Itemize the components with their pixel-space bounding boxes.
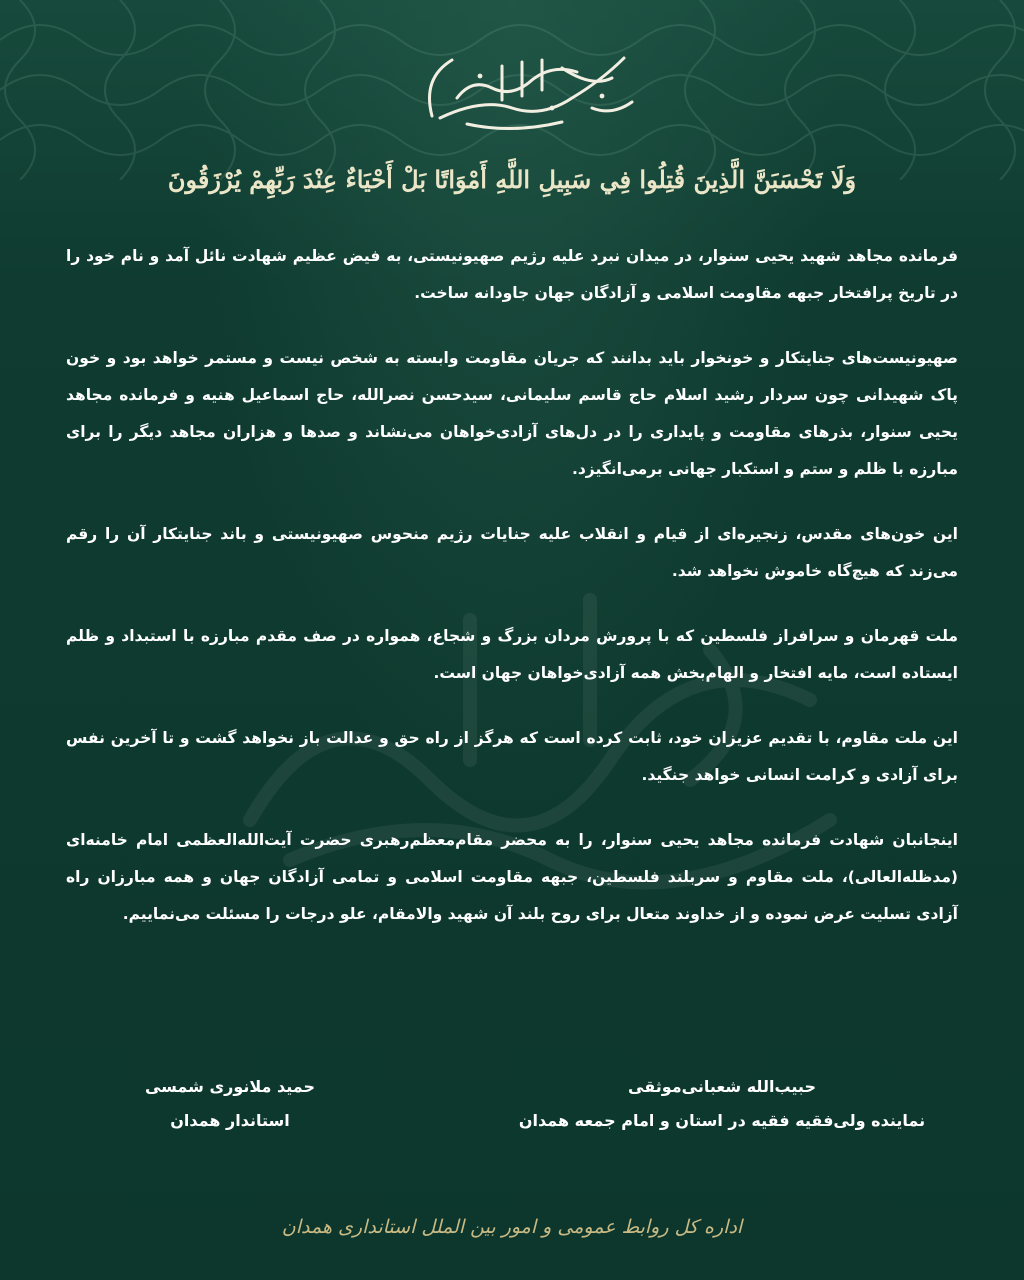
basmala-calligraphy (362, 38, 662, 138)
paragraph: این ملت مقاوم، با تقدیم عزیزان خود، ثابت کرده است که هرگز از راه حق و عدالت باز نخواهد گشت و تا آخرین نفس برای آزادی و کرامت انسانی خواهد جنگید. (66, 729, 958, 784)
signatory-name: حمید ملانوری شمسی (144, 1077, 316, 1096)
paragraph: اینجانبان شهادت فرمانده مجاهد یحیی سنوار، را به محضر مقام‌معظم‌رهبری حضرت آیت‌الله‌العظمی امام خامنه‌ای (مدظله‌العالی)، ملت مقاوم و سربلند فلسطین، جبهه مقاومت اسلامی و تمامی آزادگان جهان و همه مبارزان راه آزادی تسلیت عرض نموده و از خداوند متعال برای روح بلند آن شهید والامقام، علو درجات را مسئلت می‌نماییم. (66, 831, 958, 923)
paragraph: این خون‌های مقدس، زنجیره‌ای از قیام و انقلاب علیه جنایات رژیم منحوس صهیونیستی و باند جنایتکار آن را رقم می‌زند که هیچ‌گاه خاموش نخواهد شد. (66, 525, 958, 580)
paragraph: ملت قهرمان و سرافراز فلسطین که با پرورش مردان بزرگ و شجاع، همواره در صف مقدم مبارزه با استبداد و ظلم ایستاده است، مایه افتخار و الهام‌بخش همه آزادی‌خواهان جهان است. (66, 627, 958, 682)
signature-left (110, 1070, 350, 1138)
signatory-name: حبیب‌الله شعبانی‌موثقی (628, 1077, 816, 1096)
statement-body (66, 238, 958, 961)
signatory-title: استاندار همدان (170, 1111, 290, 1130)
signatory-title: نماینده ولی‌فقیه فقیه در استان و امام جمعه همدان (518, 1111, 926, 1130)
signature-right (512, 1070, 932, 1138)
quran-verse: وَلَا تَحْسَبَنَّ الَّذِينَ قُتِلُوا فِي سَبِيلِ اللَّهِ أَمْوَاتًا بَلْ أَحْيَاءٌ عِنْدَ رَبِّهِمْ يُرْزَقُونَ (167, 165, 857, 194)
footer-organization: اداره کل روابط عمومی و امور بین الملل استانداری همدان (281, 1216, 743, 1238)
paragraph: صهیونیست‌های جنایتکار و خونخوار باید بدانند که جریان مقاومت وابسته به شخص نیست و مستمر خواهد بود و خون پاک شهیدانی چون سردار رشید اسلام حاج قاسم سلیمانی، سیدحسن نصرالله، حاج اسماعیل هنیه و فرمانده مجاهد یحیی سنوار، بذرهای مقاومت و پایداری را در دل‌های آزادی‌خواهان می‌نشاند و صدها و هزاران مجاهد دیگر را برای مبارزه با ظلم و ستم و استکبار جهانی برمی‌انگیزد. (66, 349, 958, 478)
paragraph: فرمانده مجاهد شهید یحیی سنوار، در میدان نبرد علیه رژیم صهیونیستی، به فیض عظیم شهادت نائل آمد و نام خود را در تاریخ پرافتخار جبهه مقاومت اسلامی و آزادگان جهان جاودانه ساخت. (66, 247, 958, 302)
